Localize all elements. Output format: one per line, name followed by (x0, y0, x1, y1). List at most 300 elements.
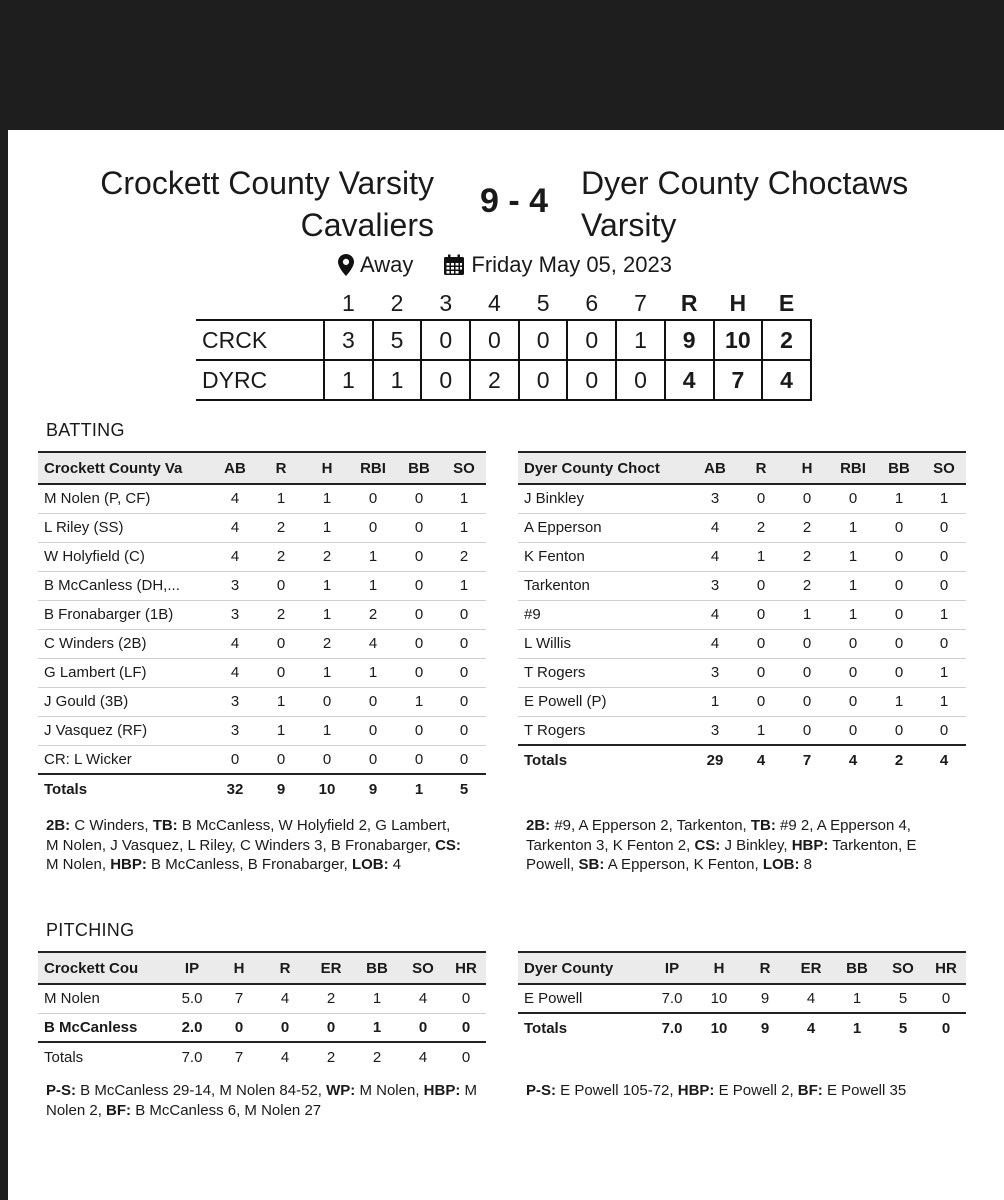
boxscore-page (8, 130, 1004, 1200)
total-hits: 10 (714, 320, 763, 360)
note-key: 2B: (526, 817, 551, 834)
stat-cell: 1 (442, 513, 486, 542)
inning-score: 0 (519, 320, 568, 360)
stat-cell: 4 (806, 1019, 816, 1037)
home-team-name: Crockett County Varsity Cavaliers (100, 165, 434, 243)
inning-header: 3 (439, 290, 453, 316)
stat-cell: 0 (442, 716, 486, 745)
stat-cell: 1 (258, 687, 304, 716)
note-key: BF: (797, 1082, 823, 1099)
stat-cell: 0 (876, 513, 922, 542)
totals-row (38, 774, 486, 803)
stat-cell: 0 (396, 629, 442, 658)
inning-score: 1 (324, 360, 373, 400)
stat-cell: 0 (784, 716, 830, 745)
note-key: HBP: (110, 856, 147, 873)
player-name: J Vasquez (RF) (38, 716, 212, 745)
stat-cell: 0 (446, 984, 486, 1013)
stat-cell: 0 (876, 629, 922, 658)
stat-cell: 9 (368, 780, 378, 798)
column-header: H (216, 952, 262, 984)
column-header: BB (834, 952, 880, 984)
column-header: IP (648, 952, 696, 984)
column-header: SO (880, 952, 926, 984)
column-header: BB (396, 452, 442, 484)
table-row (38, 716, 486, 745)
table-row (38, 745, 486, 774)
stat-cell: 1 (738, 542, 784, 571)
stat-cell: 0 (350, 484, 396, 513)
stat-cell: 0 (738, 687, 784, 716)
linescore-header (196, 288, 811, 320)
away-batting-notes (526, 816, 966, 875)
stat-cell: 1 (922, 658, 966, 687)
stat-cell: 1 (350, 542, 396, 571)
table-header (518, 452, 966, 484)
stat-cell: 0 (738, 658, 784, 687)
player-name: J Binkley (518, 484, 692, 513)
stat-cell: 4 (350, 629, 396, 658)
stat-cell: 3 (212, 716, 258, 745)
table-row (518, 687, 966, 716)
table-row (518, 542, 966, 571)
stat-cell: 1 (304, 571, 350, 600)
column-header: R (742, 952, 788, 984)
stat-cell: 1 (258, 716, 304, 745)
table-row (38, 513, 486, 542)
stat-cell: 3 (212, 571, 258, 600)
team-column-header: Dyer County Choct (518, 452, 692, 484)
game-date: Friday May 05, 2023 (471, 252, 672, 277)
inning-score: 0 (616, 360, 665, 400)
note-value: M Nolen, (355, 1082, 424, 1099)
stat-cell: 4 (788, 984, 834, 1013)
hits-header: H (729, 290, 747, 316)
note-key: CS: (435, 836, 461, 854)
column-header: AB (692, 452, 738, 484)
column-header: HR (446, 952, 486, 984)
stat-cell: 0 (262, 1013, 308, 1042)
stat-cell: 3 (692, 716, 738, 745)
table-row (38, 1013, 486, 1042)
player-name: L Willis (518, 629, 692, 658)
stat-cell: 1 (354, 984, 400, 1013)
player-name: C Winders (2B) (38, 629, 212, 658)
inning-score: 3 (324, 320, 373, 360)
pitcher-name: E Powell (518, 984, 648, 1013)
stat-cell: 1 (442, 571, 486, 600)
note-value: M Nolen, (46, 856, 111, 873)
final-score: 9 - 4 (479, 182, 549, 220)
stat-cell: 9 (276, 780, 286, 798)
player-name: G Lambert (LF) (38, 658, 212, 687)
column-header: SO (922, 452, 966, 484)
note-value: J Binkley, (720, 836, 792, 854)
note-value: #9 2, A Epperson 4, Tarkenton 3, K Fenton 2, (526, 817, 911, 854)
stat-cell: 0 (830, 484, 876, 513)
stat-cell: 0 (442, 745, 486, 774)
stat-cell: 2 (442, 542, 486, 571)
inning-score: 2 (470, 360, 519, 400)
column-header: IP (168, 952, 216, 984)
player-name: T Rogers (518, 658, 692, 687)
player-name: A Epperson (518, 513, 692, 542)
stat-cell: 0 (738, 571, 784, 600)
stat-cell: 0 (396, 716, 442, 745)
stat-cell: 0 (396, 542, 442, 571)
pitcher-name: B McCanless (38, 1013, 168, 1042)
note-key: HBP: (423, 1082, 461, 1099)
team-column-header: Crockett County Va (38, 452, 212, 484)
stat-cell: 3 (692, 484, 738, 513)
total-hits: 7 (714, 360, 763, 400)
note-value: #9, A Epperson 2, Tarkenton, (550, 817, 751, 834)
stat-cell: 7 (216, 984, 262, 1013)
note-key: 2B: (46, 817, 71, 834)
stat-cell: 1 (922, 600, 966, 629)
stat-cell: 1 (354, 1013, 400, 1042)
stat-cell: 32 (226, 780, 244, 798)
player-name: K Fenton (518, 542, 692, 571)
stat-cell: 3 (692, 658, 738, 687)
note-key: TB: (152, 817, 178, 834)
stat-cell: 0 (830, 716, 876, 745)
stat-cell: 0 (350, 687, 396, 716)
stat-cell: 2 (308, 984, 354, 1013)
stat-cell: 0 (922, 571, 966, 600)
inning-score: 0 (567, 320, 616, 360)
note-value: B McCanless, W Holyfield 2, G Lambert, M Nolen, J Vasquez, L Riley, C Winders 3, B Fronabarger, (46, 817, 451, 854)
stat-cell: 5 (880, 984, 926, 1013)
note-value: A Epperson, K Fenton, (604, 856, 763, 873)
table-header (38, 452, 486, 484)
stat-cell: 0 (922, 542, 966, 571)
inning-score: 0 (421, 320, 470, 360)
home-pitching-table (38, 951, 486, 1071)
linescore-row-away (196, 360, 811, 400)
stat-cell: 5 (898, 1019, 908, 1037)
stat-cell: 1 (830, 600, 876, 629)
player-name: T Rogers (518, 716, 692, 745)
stat-cell: 9 (742, 984, 788, 1013)
note-value: B McCanless 29-14, M Nolen 84-52, (76, 1082, 327, 1099)
stat-cell: 4 (212, 484, 258, 513)
inning-score: 1 (616, 320, 665, 360)
stat-cell: 0 (876, 571, 922, 600)
stat-cell: 0 (922, 716, 966, 745)
stat-cell: 0 (304, 745, 350, 774)
note-value: C Winders, (70, 817, 153, 834)
totals-row (38, 1042, 486, 1071)
column-header: SO (442, 452, 486, 484)
note-key: BF: (106, 1101, 132, 1119)
column-header: H (784, 452, 830, 484)
table-row (518, 629, 966, 658)
stat-cell: 1 (350, 571, 396, 600)
total-errors: 4 (762, 360, 811, 400)
game-location: Away (360, 252, 414, 277)
note-key: LOB: (762, 856, 800, 873)
calendar-icon (443, 254, 465, 276)
stat-cell: 2 (304, 629, 350, 658)
table-row (38, 984, 486, 1013)
stat-cell: 1 (414, 780, 424, 798)
column-header: ER (788, 952, 834, 984)
totals-row (518, 745, 966, 774)
away-team-name: Dyer County Choctaws Varsity (581, 165, 909, 243)
note-value: E Powell 2, (714, 1082, 798, 1099)
note-value: B McCanless, B Fronabarger, (146, 856, 352, 873)
stat-cell: 0 (442, 687, 486, 716)
player-name: Tarkenton (518, 571, 692, 600)
stat-cell: 10 (710, 1019, 728, 1037)
player-name: B McCanless (DH,... (38, 571, 212, 600)
stat-cell: 2 (784, 542, 830, 571)
stat-cell: 1 (258, 484, 304, 513)
player-name: CR: L Wicker (38, 745, 212, 774)
table-row (38, 658, 486, 687)
note-key: P-S: (526, 1082, 556, 1099)
linescore-table (196, 288, 812, 401)
stat-cell: 4 (212, 513, 258, 542)
table-row (38, 542, 486, 571)
inning-score: 0 (470, 320, 519, 360)
stat-cell: 7.0 (181, 1048, 203, 1066)
stat-cell: 0 (350, 716, 396, 745)
stat-cell: 1 (396, 687, 442, 716)
stat-cell: 4 (692, 513, 738, 542)
stat-cell: 0 (738, 484, 784, 513)
total-runs: 4 (665, 360, 714, 400)
table-row (518, 571, 966, 600)
note-key: P-S: (46, 1082, 76, 1099)
pitcher-name: M Nolen (38, 984, 168, 1013)
player-name: E Powell (P) (518, 687, 692, 716)
stat-cell: 3 (692, 571, 738, 600)
note-value: B McCanless 6, M Nolen 27 (131, 1101, 322, 1119)
stat-cell: 2 (784, 513, 830, 542)
stat-cell: 0 (830, 629, 876, 658)
stat-cell: 7 (234, 1048, 244, 1066)
player-name: J Gould (3B) (38, 687, 212, 716)
stat-cell: 0 (400, 1013, 446, 1042)
inning-score: 0 (567, 360, 616, 400)
stat-cell: 29 (706, 751, 724, 769)
stat-cell: 0 (350, 745, 396, 774)
column-header: R (738, 452, 784, 484)
stat-cell: 0 (830, 687, 876, 716)
total-errors: 2 (762, 320, 811, 360)
stat-cell: 0 (446, 1013, 486, 1042)
stat-cell: 0 (876, 658, 922, 687)
stat-cell: 9 (760, 1019, 770, 1037)
stat-cell: 0 (442, 629, 486, 658)
stat-cell: 0 (396, 571, 442, 600)
column-header: H (304, 452, 350, 484)
column-header: RBI (830, 452, 876, 484)
stat-cell: 0 (784, 658, 830, 687)
stat-cell: 1 (922, 687, 966, 716)
note-value: 8 (799, 856, 812, 873)
stat-cell: 1 (350, 658, 396, 687)
stat-cell: 2 (372, 1048, 382, 1066)
column-header: R (262, 952, 308, 984)
inning-score: 0 (519, 360, 568, 400)
player-name: W Holyfield (C) (38, 542, 212, 571)
column-header: HR (926, 952, 966, 984)
stat-cell: 4 (212, 542, 258, 571)
errors-header: E (778, 290, 795, 316)
inning-header: 6 (585, 290, 599, 316)
linescore-row-home (196, 320, 811, 360)
stat-cell: 1 (738, 716, 784, 745)
note-key: HBP: (791, 836, 829, 854)
stat-cell: 4 (756, 751, 766, 769)
stat-cell: 4 (692, 542, 738, 571)
stat-cell: 4 (212, 629, 258, 658)
stat-cell: 4 (692, 629, 738, 658)
stat-cell: 4 (848, 751, 858, 769)
stat-cell: 5 (459, 780, 469, 798)
note-key: CS: (694, 836, 721, 854)
stat-cell: 1 (304, 513, 350, 542)
stat-cell: 0 (738, 600, 784, 629)
runs-header: R (680, 290, 698, 316)
inning-header: 5 (536, 290, 550, 316)
stat-cell: 0 (922, 629, 966, 658)
stat-cell: 3 (212, 600, 258, 629)
stat-cell: 7.0 (648, 984, 696, 1013)
player-name: M Nolen (P, CF) (38, 484, 212, 513)
stat-cell: 1 (852, 1019, 862, 1037)
stat-cell: 2 (258, 513, 304, 542)
totals-label: Totals (44, 1048, 84, 1066)
stat-cell: 0 (216, 1013, 262, 1042)
stat-cell: 0 (258, 571, 304, 600)
table-row (518, 716, 966, 745)
column-header: BB (354, 952, 400, 984)
stat-cell: 0 (830, 658, 876, 687)
stat-cell: 0 (784, 484, 830, 513)
stat-cell: 0 (258, 629, 304, 658)
inning-header: 7 (634, 290, 647, 316)
column-header: BB (876, 452, 922, 484)
linescore-team: DYRC (196, 360, 324, 400)
stat-cell: 1 (692, 687, 738, 716)
note-value: Tarkenton, E Powell, (526, 836, 917, 873)
stat-cell: 2 (304, 542, 350, 571)
note-key: SB: (578, 856, 605, 873)
stat-cell: 2 (350, 600, 396, 629)
stat-cell: 10 (318, 780, 336, 798)
team-column-header: Crockett Cou (38, 952, 168, 984)
totals-label: Totals (524, 1019, 568, 1037)
stat-cell: 0 (442, 658, 486, 687)
away-pitching-notes (526, 1081, 971, 1101)
stat-cell: 0 (258, 658, 304, 687)
stat-cell: 0 (461, 1048, 471, 1066)
table-header (38, 952, 486, 984)
stat-cell: 0 (396, 600, 442, 629)
table-row (38, 629, 486, 658)
note-key: HBP: (677, 1082, 715, 1099)
inning-score: 1 (373, 360, 422, 400)
stat-cell: 7 (802, 751, 812, 769)
stat-cell: 2 (894, 751, 904, 769)
totals-row (518, 1013, 966, 1042)
away-batting-table (518, 451, 966, 774)
totals-label: Totals (44, 780, 88, 798)
stat-cell: 0 (738, 629, 784, 658)
stat-cell: 5.0 (168, 984, 216, 1013)
home-batting-table (38, 451, 486, 803)
stat-cell: 4 (262, 984, 308, 1013)
table-row (518, 513, 966, 542)
column-header: ER (308, 952, 354, 984)
note-value: E Powell 105-72, (556, 1082, 678, 1099)
stat-cell: 0 (784, 629, 830, 658)
stat-cell: 0 (876, 542, 922, 571)
column-header: RBI (350, 452, 396, 484)
game-meta (338, 252, 672, 278)
batting-section-title: BATTING (46, 420, 125, 440)
total-runs: 9 (665, 320, 714, 360)
inning-score: 0 (421, 360, 470, 400)
stat-cell: 1 (830, 542, 876, 571)
top-bar (0, 0, 1004, 130)
table-row (38, 571, 486, 600)
table-row (518, 984, 966, 1013)
table-header (518, 952, 966, 984)
stat-cell: 0 (258, 745, 304, 774)
column-header: SO (400, 952, 446, 984)
stat-cell: 0 (396, 658, 442, 687)
note-key: LOB: (351, 856, 389, 873)
note-value: 4 (388, 856, 402, 873)
inning-header: 1 (341, 290, 355, 316)
stat-cell: 7.0 (661, 1019, 683, 1037)
stat-cell: 1 (876, 484, 922, 513)
stat-cell: 0 (212, 745, 258, 774)
stat-cell: 4 (280, 1048, 290, 1066)
stat-cell: 1 (922, 484, 966, 513)
stat-cell: 4 (692, 600, 738, 629)
player-name: L Riley (SS) (38, 513, 212, 542)
table-row (38, 600, 486, 629)
stat-cell: 1 (304, 484, 350, 513)
stat-cell: 2 (326, 1048, 336, 1066)
table-row (518, 600, 966, 629)
inning-score: 5 (373, 320, 422, 360)
table-row (518, 484, 966, 513)
stat-cell: 0 (442, 600, 486, 629)
stat-cell: 3 (212, 687, 258, 716)
stat-cell: 0 (876, 600, 922, 629)
stat-cell: 4 (418, 1048, 428, 1066)
stat-cell: 0 (784, 687, 830, 716)
totals-label: Totals (524, 751, 568, 769)
stat-cell: 2 (258, 542, 304, 571)
away-pitching-table (518, 951, 966, 1042)
inning-header: 4 (488, 290, 501, 316)
stat-cell: 1 (304, 600, 350, 629)
stat-cell: 2.0 (168, 1013, 216, 1042)
column-header: R (258, 452, 304, 484)
column-header: AB (212, 452, 258, 484)
table-row (518, 658, 966, 687)
linescore-team: CRCK (196, 320, 324, 360)
stat-cell: 0 (926, 984, 966, 1013)
